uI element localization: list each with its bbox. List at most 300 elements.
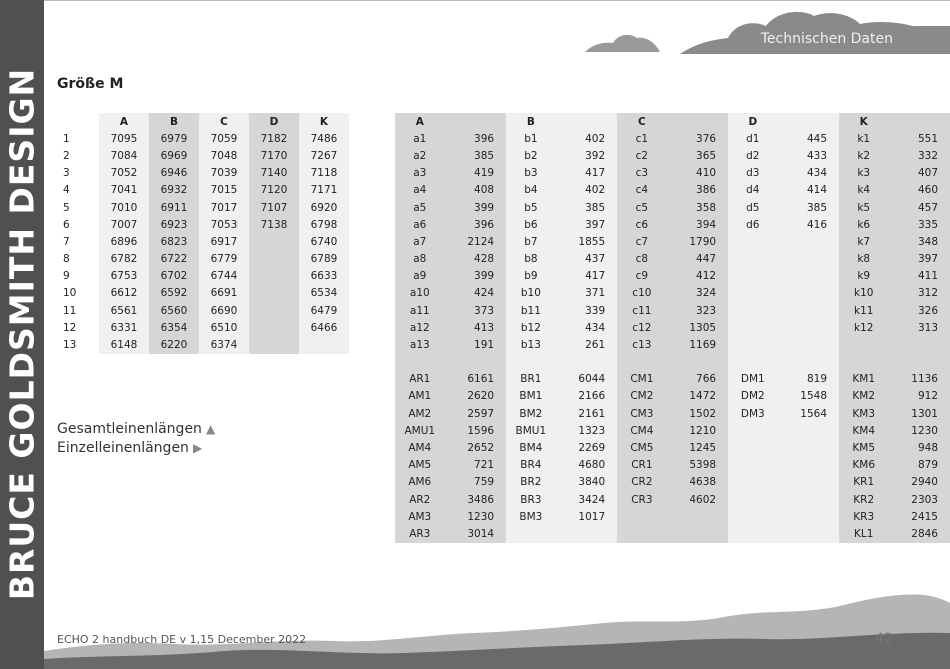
- table-cell: 6612: [99, 285, 149, 302]
- line-length: 2161: [556, 405, 618, 422]
- column-header: A: [99, 113, 149, 130]
- table-cell: 6946: [149, 165, 199, 182]
- table-cell: [249, 336, 299, 353]
- line-id: CR2: [617, 474, 666, 491]
- line-id: BMU1: [506, 422, 556, 439]
- table-cell: 6789: [299, 251, 349, 268]
- table-header-row: [57, 113, 349, 130]
- table-cell: 6690: [199, 302, 249, 319]
- table-row: [57, 251, 349, 268]
- table-cell: 7039: [199, 165, 249, 182]
- table-row: [395, 199, 950, 216]
- gap-cell: [445, 354, 507, 371]
- line-length: [778, 422, 840, 439]
- line-length: 339: [556, 302, 618, 319]
- line-length: 551: [888, 130, 950, 147]
- line-id: BR3: [506, 491, 556, 508]
- line-length: 2940: [888, 474, 950, 491]
- line-length: 414: [778, 182, 840, 199]
- line-length: 1323: [556, 422, 618, 439]
- line-id: b3: [506, 165, 556, 182]
- line-id: a8: [395, 251, 445, 268]
- table-row: [395, 422, 950, 439]
- line-id: a7: [395, 233, 445, 250]
- triangle-up-icon: ▲: [205, 422, 216, 436]
- line-length: 417: [556, 268, 618, 285]
- line-id: k5: [839, 199, 888, 216]
- table-cell: 6479: [299, 302, 349, 319]
- column-header: A: [395, 113, 445, 130]
- line-length: [778, 525, 840, 542]
- line-id: AM1: [395, 388, 445, 405]
- column-header: [888, 113, 950, 130]
- table-cell: 6592: [149, 285, 199, 302]
- line-length: 373: [445, 302, 507, 319]
- line-length: 948: [888, 439, 950, 456]
- table-cell: 6779: [199, 251, 249, 268]
- line-id: KM5: [839, 439, 888, 456]
- table-cell: 6917: [199, 233, 249, 250]
- line-id: k10: [839, 285, 888, 302]
- line-id: [617, 525, 666, 542]
- line-id: CM1: [617, 371, 666, 388]
- table-row: [395, 251, 950, 268]
- table-cell: 7486: [299, 130, 349, 147]
- table-cell: 7140: [249, 165, 299, 182]
- line-id: BM1: [506, 388, 556, 405]
- line-length: 335: [888, 216, 950, 233]
- line-length: 1210: [667, 422, 729, 439]
- line-id: c3: [617, 165, 666, 182]
- line-length: 1301: [888, 405, 950, 422]
- line-length: 365: [667, 147, 729, 164]
- table-row: [395, 268, 950, 285]
- table-cell: 6744: [199, 268, 249, 285]
- table-row: [395, 147, 950, 164]
- line-id: [728, 439, 777, 456]
- line-id: k8: [839, 251, 888, 268]
- brand-logo-text: BRUCE GOLDSMITH DESIGN: [2, 67, 42, 601]
- table-row: [395, 491, 950, 508]
- table-cell: 6798: [299, 216, 349, 233]
- triangle-right-icon: ▶: [192, 441, 203, 455]
- line-id: d5: [728, 199, 777, 216]
- row-index: 12: [63, 321, 77, 334]
- table-row: [57, 182, 349, 199]
- line-length: [778, 233, 840, 250]
- table-cell: 7010: [99, 199, 149, 216]
- line-length: 3424: [556, 491, 618, 508]
- line-id: d2: [728, 147, 777, 164]
- line-length: 413: [445, 319, 507, 336]
- line-length: [778, 336, 840, 353]
- line-length: 879: [888, 457, 950, 474]
- line-length: 4638: [667, 474, 729, 491]
- line-length: 912: [888, 388, 950, 405]
- table-cell: 7118: [299, 165, 349, 182]
- line-id: c5: [617, 199, 666, 216]
- line-id: b10: [506, 285, 556, 302]
- line-id: KM4: [839, 422, 888, 439]
- table-row: [57, 147, 349, 164]
- top-divider: [44, 0, 950, 1]
- line-id: BM4: [506, 439, 556, 456]
- gap-cell: [556, 354, 618, 371]
- table-cell: [249, 285, 299, 302]
- line-id: KM2: [839, 388, 888, 405]
- line-length: 1472: [667, 388, 729, 405]
- page-number: 42: [875, 631, 893, 647]
- line-id: [728, 319, 777, 336]
- table-cell: 7170: [249, 147, 299, 164]
- line-id: k12: [839, 319, 888, 336]
- line-length: 759: [445, 474, 507, 491]
- line-id: b6: [506, 216, 556, 233]
- line-id: CM3: [617, 405, 666, 422]
- line-id: AM6: [395, 474, 445, 491]
- line-length: 5398: [667, 457, 729, 474]
- size-title: Größe M: [57, 76, 124, 92]
- line-id: c4: [617, 182, 666, 199]
- line-id: [728, 474, 777, 491]
- gap-cell: [839, 354, 888, 371]
- table-cell: 7015: [199, 182, 249, 199]
- line-length: 410: [667, 165, 729, 182]
- line-id: a12: [395, 319, 445, 336]
- line-length: 1855: [556, 233, 618, 250]
- line-length: [778, 268, 840, 285]
- legend-single: [57, 439, 215, 458]
- table-cell: 7267: [299, 147, 349, 164]
- legend-single-label: Einzelleinenlängen: [57, 440, 189, 456]
- table-row: [395, 285, 950, 302]
- table-cell: 6466: [299, 319, 349, 336]
- line-id: AM4: [395, 439, 445, 456]
- gap-cell: [667, 354, 729, 371]
- column-header: [556, 113, 618, 130]
- line-id: k1: [839, 130, 888, 147]
- table-row: [395, 405, 950, 422]
- line-id: a5: [395, 199, 445, 216]
- table-row: [395, 182, 950, 199]
- row-index: 10: [63, 287, 77, 300]
- line-length: 766: [667, 371, 729, 388]
- table-cell: [249, 233, 299, 250]
- table-cell: 6923: [149, 216, 199, 233]
- line-length: 460: [888, 182, 950, 199]
- line-length: [778, 508, 840, 525]
- line-id: [839, 336, 888, 353]
- line-id: a6: [395, 216, 445, 233]
- line-length: 419: [445, 165, 507, 182]
- table-cell: 6331: [99, 319, 149, 336]
- line-id: BM2: [506, 405, 556, 422]
- line-id: a1: [395, 130, 445, 147]
- line-id: c8: [617, 251, 666, 268]
- line-length: 2620: [445, 388, 507, 405]
- line-length: [888, 336, 950, 353]
- table-cell: 7041: [99, 182, 149, 199]
- line-id: AM5: [395, 457, 445, 474]
- gap-cell: [506, 354, 556, 371]
- table-cell: 6920: [299, 199, 349, 216]
- table-cell: 6561: [99, 302, 149, 319]
- line-id: b1: [506, 130, 556, 147]
- line-length: 2846: [888, 525, 950, 542]
- table-cell: 7084: [99, 147, 149, 164]
- footer-text: ECHO 2 handbuch DE v 1,15 December 2022: [57, 633, 307, 646]
- line-length: 2124: [445, 233, 507, 250]
- line-length: 721: [445, 457, 507, 474]
- line-id: DM1: [728, 371, 777, 388]
- table-cell: 7053: [199, 216, 249, 233]
- table-cell: [299, 336, 349, 353]
- line-id: AMU1: [395, 422, 445, 439]
- line-length: 408: [445, 182, 507, 199]
- line-length: 3840: [556, 474, 618, 491]
- line-id: a13: [395, 336, 445, 353]
- row-index: 7: [63, 235, 70, 248]
- column-header: [57, 113, 99, 130]
- line-length: 399: [445, 268, 507, 285]
- table-row: [395, 371, 950, 388]
- table-cell: 7048: [199, 147, 249, 164]
- line-length: 396: [445, 216, 507, 233]
- table-cell: 6969: [149, 147, 199, 164]
- table-row: [57, 130, 349, 147]
- line-id: [728, 302, 777, 319]
- line-length: 1564: [778, 405, 840, 422]
- table-gap-row: [395, 354, 950, 371]
- table-cell: 7171: [299, 182, 349, 199]
- table-cell: 6534: [299, 285, 349, 302]
- table-cell: 7182: [249, 130, 299, 147]
- line-length: [667, 508, 729, 525]
- line-length: 447: [667, 251, 729, 268]
- line-length: 437: [556, 251, 618, 268]
- line-length-table-detail: [395, 113, 950, 543]
- line-length: 428: [445, 251, 507, 268]
- line-length: 323: [667, 302, 729, 319]
- mountain-silhouette-icon: [44, 589, 950, 669]
- line-id: b2: [506, 147, 556, 164]
- line-id: KR3: [839, 508, 888, 525]
- line-id: AM2: [395, 405, 445, 422]
- line-length: 313: [888, 319, 950, 336]
- line-length: 2166: [556, 388, 618, 405]
- line-id: a4: [395, 182, 445, 199]
- line-length: 411: [888, 268, 950, 285]
- line-id: [728, 233, 777, 250]
- line-length: 1502: [667, 405, 729, 422]
- line-length: 1169: [667, 336, 729, 353]
- line-id: d3: [728, 165, 777, 182]
- gap-cell: [728, 354, 777, 371]
- line-id: AM3: [395, 508, 445, 525]
- column-header: [778, 113, 840, 130]
- table-row: [395, 130, 950, 147]
- line-length: 397: [556, 216, 618, 233]
- row-index: 3: [63, 167, 70, 180]
- line-length: 385: [556, 199, 618, 216]
- table-row: [395, 319, 950, 336]
- line-length: [778, 319, 840, 336]
- line-length: 371: [556, 285, 618, 302]
- column-header: B: [506, 113, 556, 130]
- row-index: 13: [63, 339, 77, 352]
- legend-total-label: Gesamtleinenlängen: [57, 421, 202, 437]
- table-cell: 7138: [249, 216, 299, 233]
- column-header: [667, 113, 729, 130]
- line-length: 445: [778, 130, 840, 147]
- gap-cell: [395, 354, 445, 371]
- line-id: CR1: [617, 457, 666, 474]
- table-row: [395, 216, 950, 233]
- table-cell: 6823: [149, 233, 199, 250]
- line-id: b11: [506, 302, 556, 319]
- table-cell: 6374: [199, 336, 249, 353]
- line-length: 2269: [556, 439, 618, 456]
- line-id: a11: [395, 302, 445, 319]
- line-id: DM3: [728, 405, 777, 422]
- legend: [57, 420, 215, 458]
- line-length: 396: [445, 130, 507, 147]
- line-id: KR1: [839, 474, 888, 491]
- table-row: [395, 233, 950, 250]
- line-id: b9: [506, 268, 556, 285]
- line-length: 433: [778, 147, 840, 164]
- line-id: k3: [839, 165, 888, 182]
- line-id: KM6: [839, 457, 888, 474]
- column-header: K: [839, 113, 888, 130]
- line-id: b5: [506, 199, 556, 216]
- line-length: 412: [667, 268, 729, 285]
- line-length: 1136: [888, 371, 950, 388]
- table-cell: [249, 268, 299, 285]
- line-length: 385: [445, 147, 507, 164]
- table-cell: 6896: [99, 233, 149, 250]
- line-id: KM3: [839, 405, 888, 422]
- line-id: CM4: [617, 422, 666, 439]
- line-id: c7: [617, 233, 666, 250]
- line-id: b7: [506, 233, 556, 250]
- line-length: 261: [556, 336, 618, 353]
- table-row: [395, 508, 950, 525]
- column-header: D: [249, 113, 299, 130]
- line-id: [728, 268, 777, 285]
- table-cell: 6691: [199, 285, 249, 302]
- line-length: [778, 439, 840, 456]
- column-header: C: [199, 113, 249, 130]
- table-cell: 6702: [149, 268, 199, 285]
- line-length: 1596: [445, 422, 507, 439]
- line-id: BR2: [506, 474, 556, 491]
- line-length: 358: [667, 199, 729, 216]
- line-id: AR1: [395, 371, 445, 388]
- line-length: [778, 251, 840, 268]
- line-id: [728, 336, 777, 353]
- line-id: [728, 251, 777, 268]
- line-length: 2303: [888, 491, 950, 508]
- row-index: 2: [63, 149, 70, 162]
- line-length: 402: [556, 130, 618, 147]
- table-cell: 6740: [299, 233, 349, 250]
- table-cell: 6932: [149, 182, 199, 199]
- table-cell: 7120: [249, 182, 299, 199]
- table-cell: 6560: [149, 302, 199, 319]
- line-id: CM2: [617, 388, 666, 405]
- table-row: [395, 457, 950, 474]
- table-header-row: [395, 113, 950, 130]
- column-header: C: [617, 113, 666, 130]
- table-row: [57, 319, 349, 336]
- line-id: k6: [839, 216, 888, 233]
- line-length: 2597: [445, 405, 507, 422]
- table-row: [57, 216, 349, 233]
- table-cell: 7107: [249, 199, 299, 216]
- table-cell: 6979: [149, 130, 199, 147]
- line-length-table-main: [57, 113, 349, 354]
- line-id: a3: [395, 165, 445, 182]
- table-cell: [249, 251, 299, 268]
- line-id: CM5: [617, 439, 666, 456]
- line-length: 434: [778, 165, 840, 182]
- line-length: 402: [556, 182, 618, 199]
- table-row: [57, 302, 349, 319]
- table-cell: 6354: [149, 319, 199, 336]
- line-id: BR1: [506, 371, 556, 388]
- line-length: 312: [888, 285, 950, 302]
- line-id: d1: [728, 130, 777, 147]
- row-index: 6: [63, 218, 70, 231]
- line-id: AR2: [395, 491, 445, 508]
- row-index: 11: [63, 304, 77, 317]
- line-length: 457: [888, 199, 950, 216]
- table-cell: 7007: [99, 216, 149, 233]
- line-length: 416: [778, 216, 840, 233]
- row-index: 4: [63, 184, 70, 197]
- table-row: [395, 302, 950, 319]
- table-row: [395, 388, 950, 405]
- column-header: K: [299, 113, 349, 130]
- line-id: KR2: [839, 491, 888, 508]
- table-cell: 6782: [99, 251, 149, 268]
- line-id: k4: [839, 182, 888, 199]
- line-length: 399: [445, 199, 507, 216]
- line-id: KM1: [839, 371, 888, 388]
- line-id: a9: [395, 268, 445, 285]
- line-id: BR4: [506, 457, 556, 474]
- line-id: k7: [839, 233, 888, 250]
- gap-cell: [888, 354, 950, 371]
- row-index: 1: [63, 132, 70, 145]
- line-id: k11: [839, 302, 888, 319]
- table-row: [395, 525, 950, 542]
- line-length: [778, 285, 840, 302]
- line-length: 326: [888, 302, 950, 319]
- table-row: [57, 285, 349, 302]
- column-header: [445, 113, 507, 130]
- table-row: [395, 165, 950, 182]
- line-id: d4: [728, 182, 777, 199]
- line-length: 397: [888, 251, 950, 268]
- line-id: b8: [506, 251, 556, 268]
- line-length: 4602: [667, 491, 729, 508]
- line-length: 3486: [445, 491, 507, 508]
- line-length: [556, 525, 618, 542]
- line-length: 6044: [556, 371, 618, 388]
- line-length: 1230: [888, 422, 950, 439]
